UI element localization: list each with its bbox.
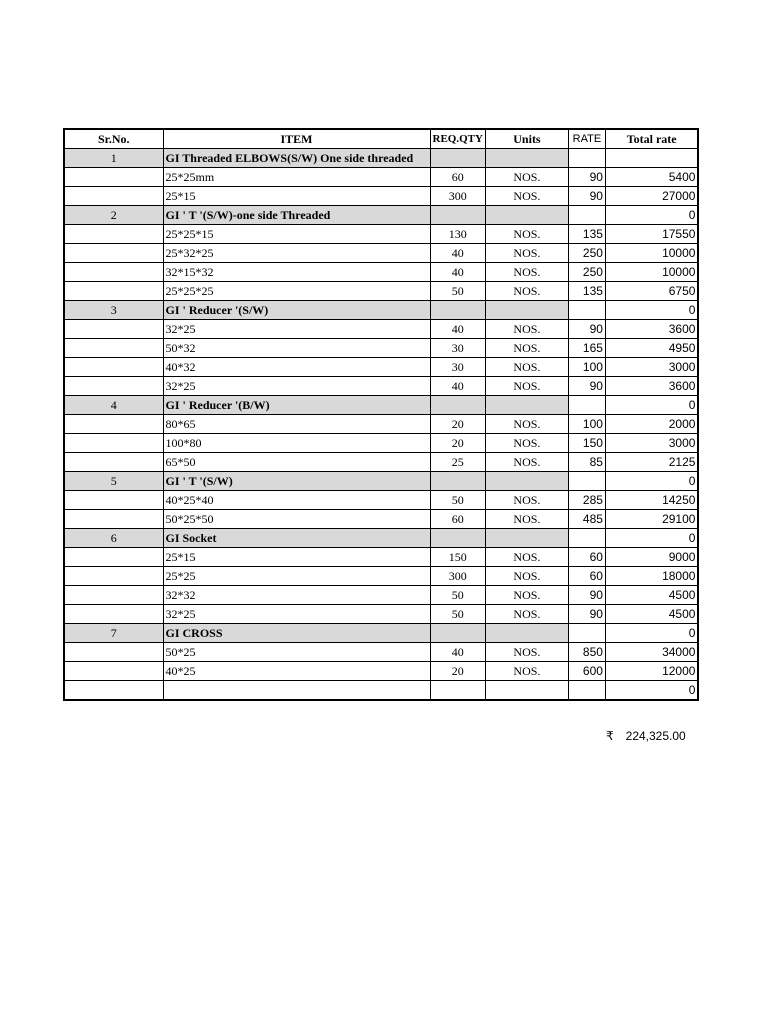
cell-req-qty: 40 bbox=[430, 643, 485, 662]
cell-sr-no: 6 bbox=[64, 529, 163, 548]
cell-req-qty: 50 bbox=[430, 605, 485, 624]
cell-total-rate: 17550 bbox=[605, 225, 698, 244]
cell-total-rate: 0 bbox=[605, 301, 698, 320]
group-row bbox=[64, 149, 698, 168]
cell-rate bbox=[568, 149, 605, 168]
table-row bbox=[64, 491, 698, 510]
cell-req-qty: 20 bbox=[430, 434, 485, 453]
table-row bbox=[64, 681, 698, 701]
group-row bbox=[64, 472, 698, 491]
cell-item bbox=[163, 681, 430, 701]
cell-sr-no bbox=[64, 453, 163, 472]
cell-total-rate bbox=[605, 149, 698, 168]
cell-item: 32*32 bbox=[163, 586, 430, 605]
cell-rate: 90 bbox=[568, 320, 605, 339]
cell-total-rate: 12000 bbox=[605, 662, 698, 681]
cell-item: 40*32 bbox=[163, 358, 430, 377]
cell-rate: 135 bbox=[568, 225, 605, 244]
grand-total bbox=[606, 729, 686, 743]
cell-req-qty: 40 bbox=[430, 244, 485, 263]
cell-rate: 60 bbox=[568, 567, 605, 586]
cell-rate bbox=[568, 301, 605, 320]
cell-total-rate: 3600 bbox=[605, 377, 698, 396]
cell-item: GI ' T '(S/W)-one side Threaded bbox=[163, 206, 430, 225]
table-row bbox=[64, 168, 698, 187]
cell-units bbox=[485, 149, 568, 168]
table-row bbox=[64, 187, 698, 206]
cell-rate bbox=[568, 681, 605, 701]
header-total-rate: Total rate bbox=[605, 129, 698, 149]
cell-units bbox=[485, 624, 568, 643]
cell-sr-no bbox=[64, 662, 163, 681]
cell-total-rate: 3000 bbox=[605, 358, 698, 377]
cell-item: 32*25 bbox=[163, 605, 430, 624]
cell-rate: 250 bbox=[568, 263, 605, 282]
cell-req-qty: 40 bbox=[430, 377, 485, 396]
cell-total-rate: 4500 bbox=[605, 586, 698, 605]
cell-total-rate: 2125 bbox=[605, 453, 698, 472]
cell-rate: 600 bbox=[568, 662, 605, 681]
cell-req-qty bbox=[430, 301, 485, 320]
cell-rate bbox=[568, 396, 605, 415]
cell-total-rate: 0 bbox=[605, 206, 698, 225]
cell-total-rate: 0 bbox=[605, 396, 698, 415]
grand-total-value: 224,325.00 bbox=[625, 729, 686, 743]
cell-rate bbox=[568, 472, 605, 491]
cell-units: NOS. bbox=[485, 320, 568, 339]
cell-total-rate: 14250 bbox=[605, 491, 698, 510]
table-row bbox=[64, 358, 698, 377]
cell-req-qty: 40 bbox=[430, 320, 485, 339]
cell-req-qty: 30 bbox=[430, 358, 485, 377]
cell-total-rate: 10000 bbox=[605, 263, 698, 282]
table-body bbox=[64, 149, 698, 701]
header-item: ITEM bbox=[163, 129, 430, 149]
cell-units bbox=[485, 301, 568, 320]
cell-item: 25*25*25 bbox=[163, 282, 430, 301]
table-row bbox=[64, 377, 698, 396]
table-row bbox=[64, 339, 698, 358]
header-req-qty: REQ.QTY bbox=[430, 129, 485, 149]
cell-sr-no bbox=[64, 681, 163, 701]
cell-req-qty: 50 bbox=[430, 491, 485, 510]
cell-req-qty: 130 bbox=[430, 225, 485, 244]
cell-item: 25*15 bbox=[163, 548, 430, 567]
cell-units: NOS. bbox=[485, 605, 568, 624]
cell-req-qty bbox=[430, 681, 485, 701]
cell-sr-no bbox=[64, 244, 163, 263]
table-row bbox=[64, 586, 698, 605]
cell-sr-no bbox=[64, 339, 163, 358]
cell-item: 25*25*15 bbox=[163, 225, 430, 244]
table-row bbox=[64, 244, 698, 263]
table-row bbox=[64, 320, 698, 339]
cell-rate bbox=[568, 206, 605, 225]
cell-units: NOS. bbox=[485, 377, 568, 396]
table-row bbox=[64, 643, 698, 662]
cell-item: GI ' Reducer '(B/W) bbox=[163, 396, 430, 415]
cell-total-rate: 2000 bbox=[605, 415, 698, 434]
table-row bbox=[64, 415, 698, 434]
cell-req-qty: 300 bbox=[430, 567, 485, 586]
cell-item: 50*25*50 bbox=[163, 510, 430, 529]
table-row bbox=[64, 510, 698, 529]
cell-sr-no bbox=[64, 586, 163, 605]
cell-sr-no bbox=[64, 548, 163, 567]
cell-total-rate: 34000 bbox=[605, 643, 698, 662]
table-row bbox=[64, 548, 698, 567]
cell-rate: 90 bbox=[568, 586, 605, 605]
cell-total-rate: 3000 bbox=[605, 434, 698, 453]
cell-units: NOS. bbox=[485, 263, 568, 282]
cell-sr-no: 2 bbox=[64, 206, 163, 225]
cell-req-qty bbox=[430, 624, 485, 643]
table-row bbox=[64, 434, 698, 453]
cell-req-qty: 150 bbox=[430, 548, 485, 567]
cell-rate: 485 bbox=[568, 510, 605, 529]
cell-units: NOS. bbox=[485, 491, 568, 510]
cell-req-qty bbox=[430, 149, 485, 168]
cell-item: GI Threaded ELBOWS(S/W) One side threaded bbox=[163, 149, 430, 168]
cell-item: 32*25 bbox=[163, 377, 430, 396]
cell-total-rate: 9000 bbox=[605, 548, 698, 567]
cell-units: NOS. bbox=[485, 244, 568, 263]
cell-units: NOS. bbox=[485, 662, 568, 681]
cell-total-rate: 4950 bbox=[605, 339, 698, 358]
cell-sr-no bbox=[64, 643, 163, 662]
cell-item: GI ' T '(S/W) bbox=[163, 472, 430, 491]
group-row bbox=[64, 206, 698, 225]
cell-item: 25*32*25 bbox=[163, 244, 430, 263]
table-row bbox=[64, 225, 698, 244]
cell-units: NOS. bbox=[485, 434, 568, 453]
cell-sr-no bbox=[64, 225, 163, 244]
cell-units: NOS. bbox=[485, 339, 568, 358]
cell-sr-no bbox=[64, 263, 163, 282]
cell-sr-no: 5 bbox=[64, 472, 163, 491]
cell-rate: 250 bbox=[568, 244, 605, 263]
cell-rate bbox=[568, 529, 605, 548]
cell-rate: 60 bbox=[568, 548, 605, 567]
cell-req-qty: 300 bbox=[430, 187, 485, 206]
cell-sr-no bbox=[64, 187, 163, 206]
cell-item: 50*25 bbox=[163, 643, 430, 662]
group-row bbox=[64, 301, 698, 320]
cell-sr-no bbox=[64, 605, 163, 624]
cell-rate: 285 bbox=[568, 491, 605, 510]
cell-req-qty bbox=[430, 396, 485, 415]
group-row bbox=[64, 396, 698, 415]
cell-units: NOS. bbox=[485, 168, 568, 187]
cell-item: GI Socket bbox=[163, 529, 430, 548]
cell-units: NOS. bbox=[485, 643, 568, 662]
cell-units: NOS. bbox=[485, 282, 568, 301]
header-row bbox=[64, 129, 698, 149]
cell-sr-no: 3 bbox=[64, 301, 163, 320]
cell-req-qty: 25 bbox=[430, 453, 485, 472]
cell-units bbox=[485, 681, 568, 701]
cell-sr-no: 1 bbox=[64, 149, 163, 168]
cell-total-rate: 0 bbox=[605, 529, 698, 548]
cell-req-qty: 30 bbox=[430, 339, 485, 358]
cell-rate: 90 bbox=[568, 605, 605, 624]
cell-sr-no bbox=[64, 282, 163, 301]
cell-item: 25*25 bbox=[163, 567, 430, 586]
cell-rate: 100 bbox=[568, 415, 605, 434]
cell-req-qty: 40 bbox=[430, 263, 485, 282]
cell-sr-no bbox=[64, 168, 163, 187]
cell-req-qty bbox=[430, 529, 485, 548]
cell-req-qty: 20 bbox=[430, 415, 485, 434]
cell-total-rate: 0 bbox=[605, 472, 698, 491]
cell-rate: 850 bbox=[568, 643, 605, 662]
header-sr-no: Sr.No. bbox=[64, 129, 163, 149]
cell-total-rate: 4500 bbox=[605, 605, 698, 624]
cell-rate: 85 bbox=[568, 453, 605, 472]
cell-item: 65*50 bbox=[163, 453, 430, 472]
cell-req-qty: 50 bbox=[430, 282, 485, 301]
cell-total-rate: 18000 bbox=[605, 567, 698, 586]
quotation-table bbox=[63, 128, 699, 701]
cell-units: NOS. bbox=[485, 187, 568, 206]
cell-rate: 90 bbox=[568, 377, 605, 396]
cell-item: 80*65 bbox=[163, 415, 430, 434]
cell-sr-no bbox=[64, 415, 163, 434]
cell-rate: 165 bbox=[568, 339, 605, 358]
cell-sr-no: 7 bbox=[64, 624, 163, 643]
cell-total-rate: 6750 bbox=[605, 282, 698, 301]
table-row bbox=[64, 263, 698, 282]
cell-total-rate: 0 bbox=[605, 681, 698, 701]
cell-item: 40*25 bbox=[163, 662, 430, 681]
cell-req-qty: 20 bbox=[430, 662, 485, 681]
cell-req-qty: 60 bbox=[430, 168, 485, 187]
header-units: Units bbox=[485, 129, 568, 149]
cell-units: NOS. bbox=[485, 453, 568, 472]
cell-units: NOS. bbox=[485, 415, 568, 434]
group-row bbox=[64, 529, 698, 548]
cell-item: 100*80 bbox=[163, 434, 430, 453]
cell-total-rate: 5400 bbox=[605, 168, 698, 187]
cell-units: NOS. bbox=[485, 567, 568, 586]
cell-item: 25*25mm bbox=[163, 168, 430, 187]
cell-total-rate: 27000 bbox=[605, 187, 698, 206]
cell-rate: 90 bbox=[568, 187, 605, 206]
cell-sr-no bbox=[64, 510, 163, 529]
cell-item: 32*15*32 bbox=[163, 263, 430, 282]
table-row bbox=[64, 662, 698, 681]
table-row bbox=[64, 605, 698, 624]
cell-item: GI ' Reducer '(S/W) bbox=[163, 301, 430, 320]
currency-symbol: ₹ bbox=[606, 729, 614, 743]
cell-sr-no bbox=[64, 377, 163, 396]
cell-units: NOS. bbox=[485, 358, 568, 377]
cell-sr-no bbox=[64, 567, 163, 586]
cell-req-qty: 50 bbox=[430, 586, 485, 605]
table-row bbox=[64, 567, 698, 586]
cell-units bbox=[485, 472, 568, 491]
header-rate: RATE bbox=[568, 129, 605, 149]
group-row bbox=[64, 624, 698, 643]
cell-item: 40*25*40 bbox=[163, 491, 430, 510]
cell-sr-no bbox=[64, 320, 163, 339]
cell-rate: 150 bbox=[568, 434, 605, 453]
cell-sr-no: 4 bbox=[64, 396, 163, 415]
cell-units: NOS. bbox=[485, 586, 568, 605]
cell-total-rate: 10000 bbox=[605, 244, 698, 263]
cell-req-qty: 60 bbox=[430, 510, 485, 529]
cell-units: NOS. bbox=[485, 225, 568, 244]
cell-total-rate: 3600 bbox=[605, 320, 698, 339]
cell-req-qty bbox=[430, 472, 485, 491]
cell-item: 32*25 bbox=[163, 320, 430, 339]
cell-rate: 135 bbox=[568, 282, 605, 301]
cell-rate bbox=[568, 624, 605, 643]
cell-units: NOS. bbox=[485, 510, 568, 529]
table-row bbox=[64, 282, 698, 301]
cell-sr-no bbox=[64, 434, 163, 453]
cell-units bbox=[485, 529, 568, 548]
cell-total-rate: 0 bbox=[605, 624, 698, 643]
cell-item: 50*32 bbox=[163, 339, 430, 358]
cell-rate: 100 bbox=[568, 358, 605, 377]
cell-total-rate: 29100 bbox=[605, 510, 698, 529]
cell-item: 25*15 bbox=[163, 187, 430, 206]
cell-req-qty bbox=[430, 206, 485, 225]
cell-item: GI CROSS bbox=[163, 624, 430, 643]
cell-sr-no bbox=[64, 491, 163, 510]
cell-units bbox=[485, 206, 568, 225]
cell-sr-no bbox=[64, 358, 163, 377]
table-row bbox=[64, 453, 698, 472]
cell-units bbox=[485, 396, 568, 415]
cell-rate: 90 bbox=[568, 168, 605, 187]
cell-units: NOS. bbox=[485, 548, 568, 567]
